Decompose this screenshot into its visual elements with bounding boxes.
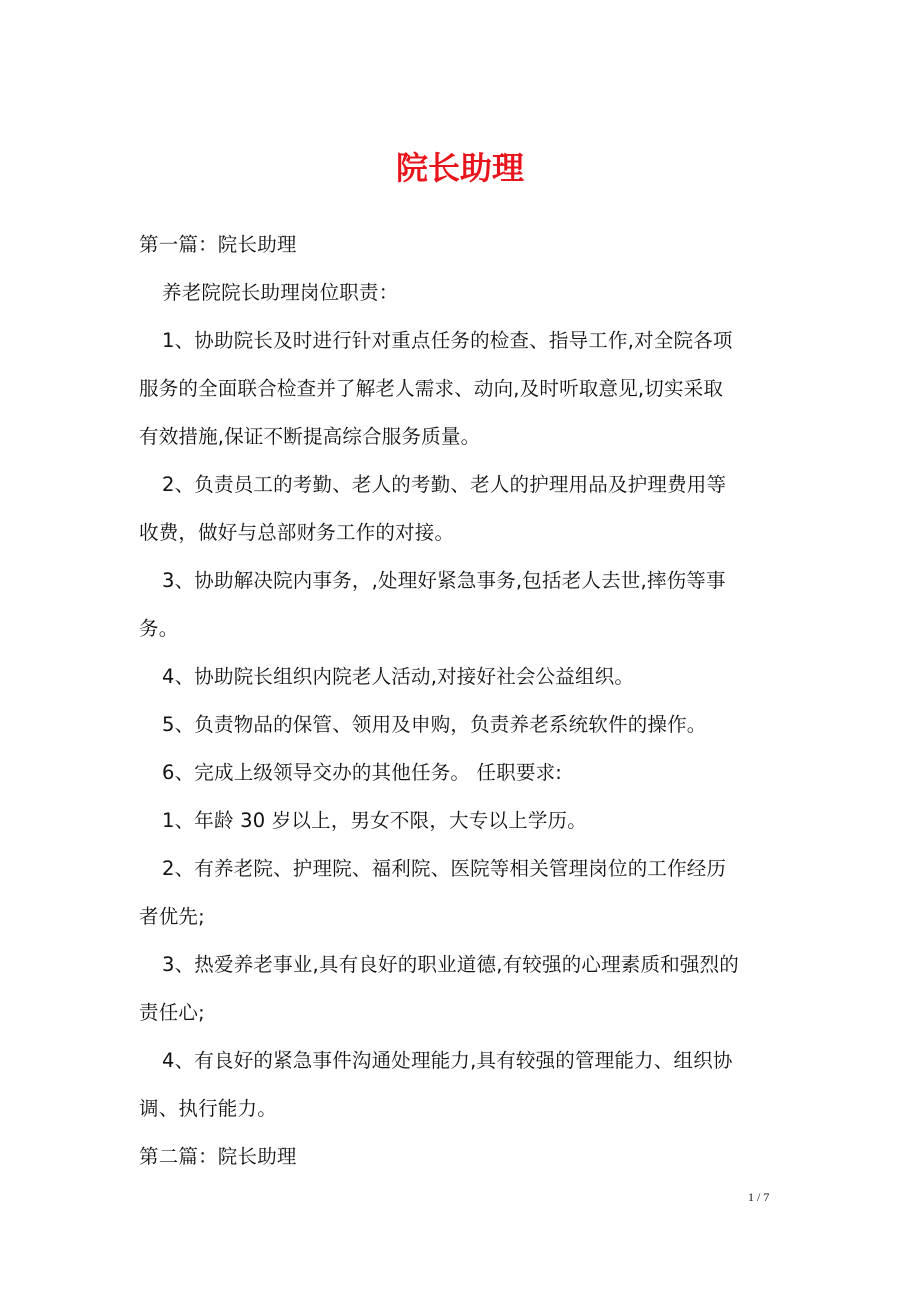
text-line: 2、负责员工的考勤、老人的考勤、老人的护理用品及护理费用等 [162, 473, 727, 496]
text-line: 第二篇：院长助理 [139, 1145, 297, 1168]
text-line: 2、有养老院、护理院、福利院、医院等相关管理岗位的工作经历 [162, 857, 727, 880]
text-line: 3、热爱养老事业,具有良好的职业道德,有较强的心理素质和强烈的 [162, 953, 740, 976]
document-title: 院长助理 [395, 149, 524, 187]
document-body [139, 221, 789, 1181]
text-line: 4、协助院长组织内院老人活动,对接好社会公益组织。 [162, 665, 635, 688]
text-line: 有效措施,保证不断提高综合服务质量。 [139, 425, 481, 448]
text-line: 调、执行能力。 [139, 1097, 277, 1120]
text-line: 者优先; [139, 905, 205, 928]
text-line: 4、有良好的紧急事件沟通处理能力,具有较强的管理能力、组织协 [162, 1049, 733, 1072]
text-line: 1、年龄 30 岁以上，男女不限，大专以上学历。 [162, 809, 587, 832]
text-line: 责任心; [139, 1001, 205, 1024]
text-line: 养老院院长助理岗位职责： [162, 281, 399, 304]
text-line: 3、协助解决院内事务，,处理好紧急事务,包括老人去世,摔伤等事 [162, 569, 726, 592]
text-line: 收费，做好与总部财务工作的对接。 [139, 521, 455, 544]
text-line: 6、完成上级领导交办的其他任务。 任职要求: [162, 761, 563, 784]
text-line: 服务的全面联合检查并了解老人需求、动向,及时听取意见,切实采取 [139, 377, 724, 400]
page-number: 1 / 7 [748, 1190, 770, 1204]
text-line: 第一篇：院长助理 [139, 233, 297, 256]
text-line: 务。 [139, 617, 179, 640]
text-line: 1、协助院长及时进行针对重点任务的检查、指导工作,对全院各项 [162, 329, 733, 352]
text-line: 5、负责物品的保管、领用及申购，负责养老系统软件的操作。 [162, 713, 707, 736]
